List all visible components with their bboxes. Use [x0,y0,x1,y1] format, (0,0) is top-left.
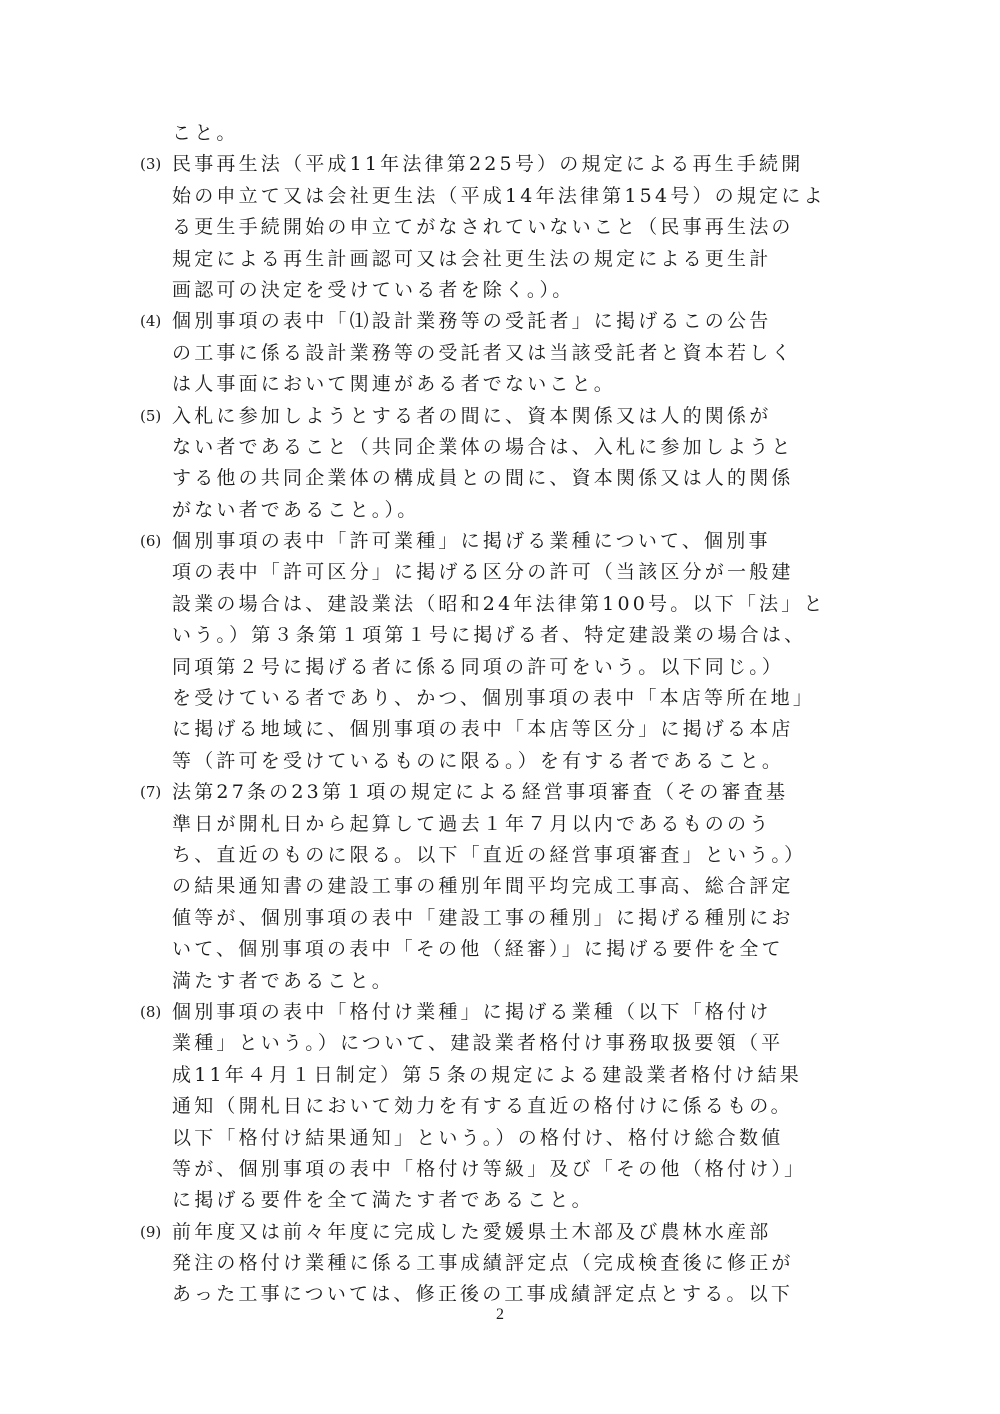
list-item [140,1217,880,1311]
item-line: る更生手続開始の申立てがなされていないこと（民事再生法の [172,216,794,239]
list-item [140,526,880,777]
item-first-line [140,997,880,1028]
page-number: 2 [496,1306,504,1323]
item-line: いて、個別事項の表中「その他（経審）」に掲げる要件を全て [172,938,784,961]
item-first-line [140,401,880,432]
item-first-line [140,306,880,337]
item-line: いう。）第３条第１項第１号に掲げる者、特定建設業の場合は、 [172,624,807,647]
item-line: 同項第２号に掲げる者に係る同項の許可をいう。以下同じ。） [172,655,785,678]
item-line: 個別事項の表中「⑴設計業務等の受託者」に掲げるこの公告 [172,310,772,333]
item-number: (7) [140,783,162,802]
item-line: は人事面において関連がある者でないこと。 [172,373,617,396]
item-first-line [140,526,880,557]
item-number: (4) [140,312,162,331]
item-line: 法第27条の23第１項の規定による経営事項審査（その審査基 [172,781,789,804]
item-line: 設業の場合は、建設業法（昭和24年法律第100号。以下「法」と [172,592,826,615]
item-line: 等（許可を受けているものに限る。）を有する者であること。 [172,749,785,772]
item-line: ない者であること（共同企業体の場合は、入札に参加しようと [172,435,794,458]
item-line: 満たす者であること。 [172,969,395,992]
list-item [140,401,880,527]
item-line: 項の表中「許可区分」に掲げる区分の許可（当該区分が一般建 [172,561,794,584]
list-item [140,997,880,1217]
list-item [140,777,880,997]
item-line: に掲げる要件を全て満たす者であること。 [172,1189,594,1212]
item-line: 始の申立て又は会社更生法（平成14年法律第154号）の規定によ [172,184,826,207]
item-line: の結果通知書の建設工事の種別年間平均完成工事高、総合評定 [172,875,794,898]
body-text [140,118,880,1311]
item-number: (5) [140,406,162,425]
item-line: 成11年４月１日制定）第５条の規定による建設業者格付け結果 [172,1063,802,1086]
item-line: あった工事については、修正後の工事成績評定点とする。以下 [172,1283,794,1306]
item-line: する他の共同企業体の構成員との間に、資本関係又は人的関係 [172,467,794,490]
item-line: ち、直近のものに限る。以下「直近の経営事項審査」という。） [172,843,807,866]
item-line: 通知（開札日において効力を有する直近の格付けに係るもの。 [172,1095,793,1118]
list-item [140,306,880,400]
item-line: 前年度又は前々年度に完成した愛媛県土木部及び農林水産部 [172,1220,772,1243]
item-line: 業種」という。）について、建設業者格付け事務取扱要領（平 [172,1032,784,1055]
item-line: 入札に参加しようとする者の間に、資本関係又は人的関係が [172,404,772,427]
item-line: がない者であること。）。 [172,498,420,521]
item-list [140,149,880,1310]
item-line: 発注の格付け業種に係る工事成績評定点（完成検査後に修正が [172,1252,794,1275]
item-line: 個別事項の表中「許可業種」に掲げる業種について、個別事 [172,530,771,553]
item-first-line [140,149,880,180]
continuation-line: こと。 [172,122,239,144]
item-number: (9) [140,1222,162,1241]
item-line: の工事に係る設計業務等の受託者又は当該受託者と資本若しく [172,341,794,364]
item-line: 規定による再生計画認可又は会社更生法の規定による更生計 [172,247,772,270]
item-number: (8) [140,1002,162,1021]
item-line: 以下「格付け結果通知」という。）の格付け、格付け総合数値 [172,1126,784,1149]
item-line: 画認可の決定を受けている者を除く。）。 [172,278,575,301]
item-line: 準日が開札日から起算して過去１年７月以内であるもののう [172,812,772,835]
item-line: 等が、個別事項の表中「格付け等級」及び「その他（格付け）」 [172,1157,807,1180]
item-line: に掲げる地域に、個別事項の表中「本店等区分」に掲げる本店 [172,718,794,741]
item-line: を受けている者であり、かつ、個別事項の表中「本店等所在地」 [172,687,816,710]
item-line: 個別事項の表中「格付け業種」に掲げる業種（以下「格付け [172,1000,772,1023]
item-first-line [140,777,880,808]
item-line: 値等が、個別事項の表中「建設工事の種別」に掲げる種別にお [172,906,794,929]
item-first-line [140,1217,880,1248]
item-number: (6) [140,532,162,551]
item-line: 民事再生法（平成11年法律第225号）の規定による再生手続開 [172,153,804,176]
item-number: (3) [140,155,162,174]
list-item [140,149,880,306]
